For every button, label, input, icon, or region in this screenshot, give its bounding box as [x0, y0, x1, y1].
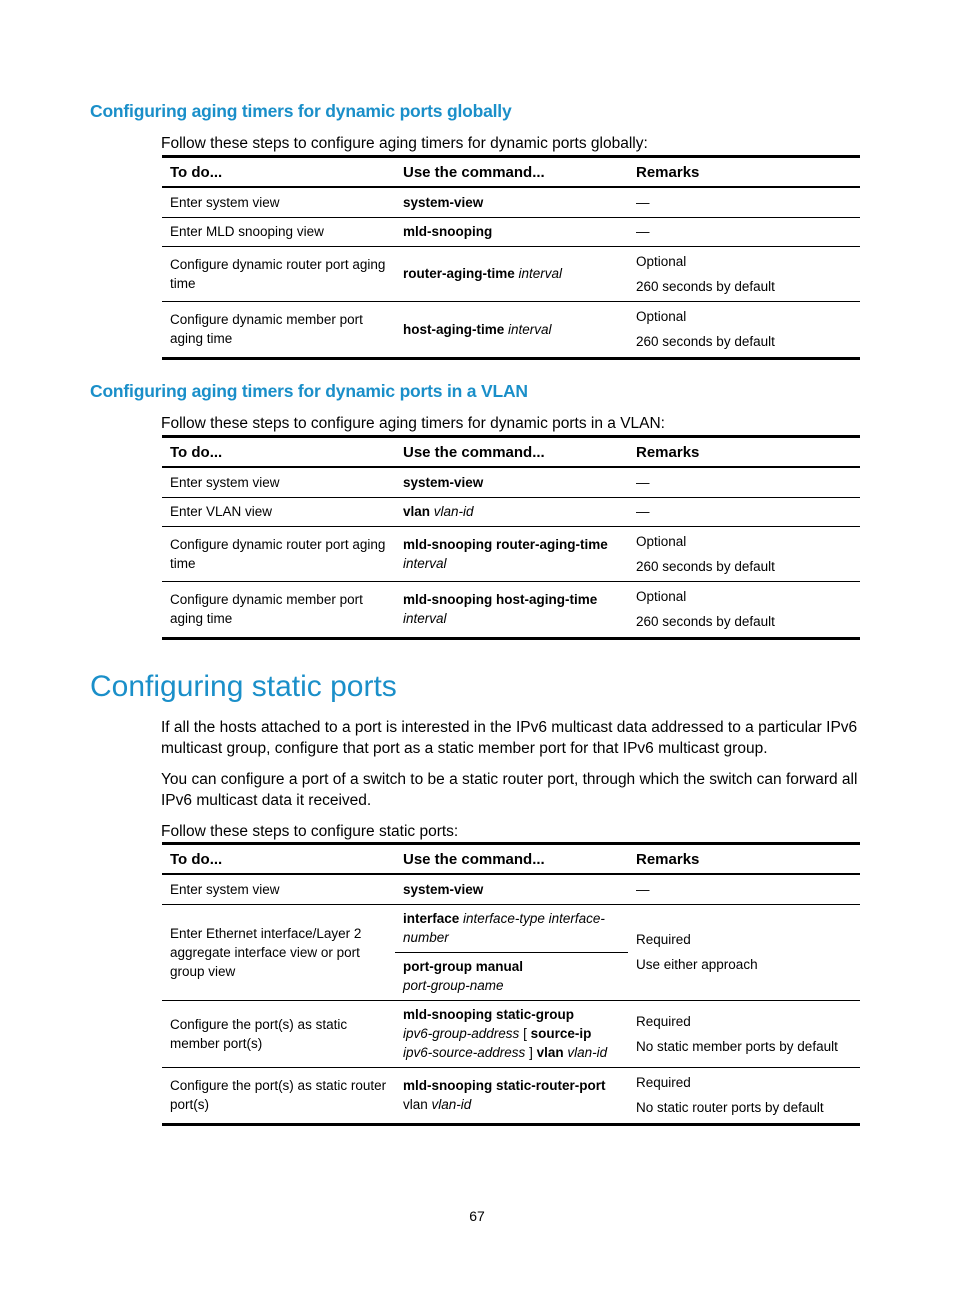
remarks-line: Optional [636, 253, 687, 269]
cell-todo: Configure dynamic member port aging time [162, 581, 395, 638]
cell-remarks: — [628, 467, 860, 497]
section-intro-global: Follow these steps to configure aging timers for dynamic ports globally: [161, 135, 648, 152]
header-todo: To do... [162, 844, 395, 875]
cell-command [395, 217, 628, 246]
remarks-line: Use either approach [636, 957, 758, 972]
command-keyword: source-ip [530, 1026, 592, 1041]
cell-todo: Enter system view [162, 467, 395, 497]
header-todo: To do... [162, 437, 395, 468]
cell-remarks [628, 526, 860, 581]
table-row [162, 217, 860, 246]
header-remarks: Remarks [628, 157, 860, 188]
table-row [162, 1067, 860, 1124]
remarks-line: Optional [636, 309, 687, 324]
table-row [162, 1000, 860, 1067]
cell-remarks [628, 581, 860, 638]
cell-command [395, 581, 628, 638]
cell-remarks: — [628, 497, 860, 526]
table-header-row [162, 157, 860, 188]
header-remarks: Remarks [628, 437, 860, 468]
cell-remarks [628, 904, 860, 1000]
header-todo: To do... [162, 157, 395, 188]
command-keyword: system-view [403, 474, 484, 490]
section-heading-vlan: Configuring aging timers for dynamic ports in a VLAN [90, 381, 528, 401]
header-command: Use the command... [395, 437, 628, 468]
cell-command [395, 952, 628, 1000]
cell-todo: Enter VLAN view [162, 497, 395, 526]
command-keyword: vlan [536, 1045, 564, 1060]
table-row [162, 187, 860, 217]
command-keyword: router-aging-time [403, 266, 515, 281]
command-argument: interval [403, 555, 447, 571]
command-keyword: interface [403, 911, 460, 926]
paragraph-member-port: If all the hosts attached to a port is interested in the IPv6 multicast data addressed to a particular IPv6 multicast group, configure that port as a static member port for that IPv6 multicast group. [161, 719, 858, 757]
command-argument: interval [518, 266, 563, 281]
command-argument: vlan-id [431, 1097, 472, 1112]
cell-todo: Configure the port(s) as static router port(s) [162, 1067, 395, 1124]
header-command: Use the command... [395, 844, 628, 875]
command-plain: vlan [403, 1097, 428, 1112]
command-keyword: mld-snooping static-group [403, 1007, 574, 1022]
table-row [162, 246, 860, 301]
remarks-line: Required [636, 932, 691, 947]
header-command: Use the command... [395, 157, 628, 188]
table-vlan-aging [162, 435, 860, 640]
table-row [162, 497, 860, 526]
remarks-line: 260 seconds by default [636, 614, 775, 629]
cell-todo: Enter system view [162, 187, 395, 217]
command-argument: vlan-id [433, 504, 474, 519]
remarks-line: 260 seconds by default [636, 558, 775, 574]
command-argument: port-group-name [403, 978, 504, 993]
table-header-row [162, 437, 860, 468]
cell-todo: Configure the port(s) as static member port(s) [162, 1000, 395, 1067]
section-heading-global: Configuring aging timers for dynamic ports globally [90, 101, 512, 121]
paragraph-router-port: You can configure a port of a switch to be a static router port, through which the switch can forward all IPv6 multicast data it received. [161, 771, 858, 809]
remarks-line: Optional [636, 533, 687, 549]
bracket-open: [ [523, 1026, 527, 1041]
cell-remarks: — [628, 874, 860, 904]
command-keyword: mld-snooping [403, 224, 493, 239]
command-keyword: host-aging-time [403, 321, 505, 337]
table-row [162, 874, 860, 904]
table-row [162, 467, 860, 497]
remarks-line: 260 seconds by default [636, 334, 775, 349]
cell-todo: Configure dynamic router port aging time [162, 246, 395, 301]
command-argument: ipv6-source-address [403, 1045, 526, 1060]
cell-todo: Configure dynamic router port aging time [162, 526, 395, 581]
table-row [162, 526, 860, 581]
remarks-line: Required [636, 1013, 691, 1029]
command-argument: interval [403, 611, 447, 626]
command-keyword: port-group manual [403, 959, 523, 974]
table-header-row [162, 844, 860, 875]
section-intro-vlan: Follow these steps to configure aging timers for dynamic ports in a VLAN: [161, 415, 665, 432]
command-keyword: system-view [403, 881, 484, 897]
table-row [162, 904, 860, 952]
command-argument: interval [508, 321, 552, 337]
header-remarks: Remarks [628, 844, 860, 875]
cell-remarks [628, 1067, 860, 1124]
cell-todo: Enter system view [162, 874, 395, 904]
remarks-line: Optional [636, 589, 687, 604]
cell-command [395, 904, 628, 952]
command-argument: vlan-id [567, 1045, 608, 1060]
cell-command [395, 301, 628, 358]
cell-command [395, 1000, 628, 1067]
cell-remarks [628, 301, 860, 358]
command-keyword: mld-snooping router-aging-time [403, 536, 608, 552]
cell-command [395, 246, 628, 301]
command-keyword: mld-snooping static-router-port [403, 1078, 606, 1093]
cell-command [395, 497, 628, 526]
page-number: 67 [469, 1208, 485, 1224]
command-argument: ipv6-group-address [403, 1026, 520, 1041]
cell-remarks: — [628, 217, 860, 246]
cell-command [395, 874, 628, 904]
section-heading-static-ports: Configuring static ports [90, 670, 397, 703]
cell-todo: Enter Ethernet interface/Layer 2 aggregate interface view or port group view [162, 904, 395, 1000]
command-argument: interface-type interface-number [403, 911, 605, 945]
table-global-aging [162, 155, 860, 360]
cell-todo: Configure dynamic member port aging time [162, 301, 395, 358]
cell-remarks: — [628, 187, 860, 217]
cell-command [395, 526, 628, 581]
bracket-close: ] [529, 1045, 533, 1060]
cell-command [395, 467, 628, 497]
remarks-line: Required [636, 1075, 691, 1090]
command-keyword: mld-snooping host-aging-time [403, 592, 598, 607]
cell-command [395, 187, 628, 217]
remarks-line: No static router ports by default [636, 1100, 824, 1115]
remarks-line: 260 seconds by default [636, 278, 775, 294]
section-intro-static: Follow these steps to configure static ports: [161, 823, 459, 840]
cell-remarks [628, 246, 860, 301]
table-static-ports [162, 842, 860, 1126]
command-keyword: system-view [403, 194, 484, 210]
cell-command [395, 1067, 628, 1124]
command-keyword: vlan [403, 504, 431, 519]
table-row [162, 301, 860, 358]
table-row [162, 581, 860, 638]
cell-todo: Enter MLD snooping view [162, 217, 395, 246]
cell-remarks [628, 1000, 860, 1067]
remarks-line: No static member ports by default [636, 1038, 838, 1054]
